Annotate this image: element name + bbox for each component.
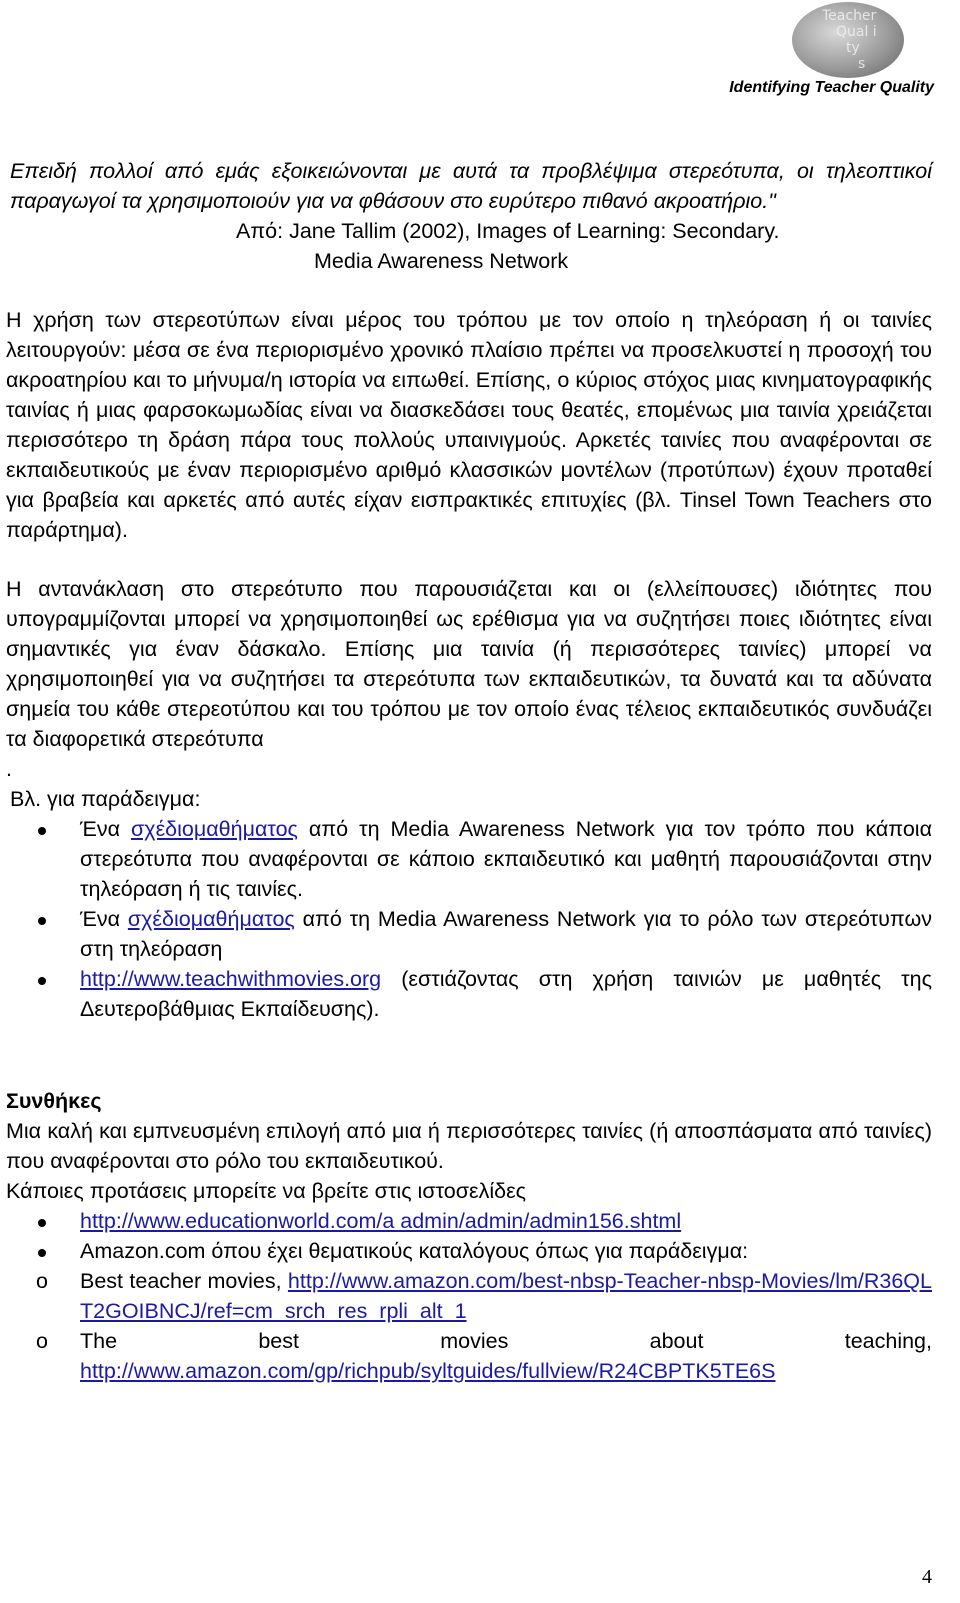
circle-bullet-icon: o	[36, 1269, 48, 1293]
list-item: Amazon.com όπου έχει θεματικούς καταλόγους όπως για παράδειγμα:	[6, 1236, 932, 1266]
list-item: Ένα σχέδιομαθήματος από τη Media Awareness Network για το ρόλο των στερεότυπων στη τηλεόραση	[6, 904, 932, 964]
logo-text: Qual i	[836, 24, 877, 40]
paragraph: Μια καλή και εμπνευσμένη επιλογή από μια ή περισσότερες ταινίες (ή αποσπάσματα από ταινίες) που αναφέρονται στο ρόλο του εκπαιδευτικού.	[6, 1119, 932, 1173]
document-body	[6, 156, 932, 1386]
bullet-icon	[38, 977, 46, 985]
list-label: The best movies about teaching,	[80, 1329, 932, 1353]
logo-text: Teacher	[822, 8, 877, 24]
amazon-link[interactable]: http://www.amazon.com/best-nbsp-Teacher-nbsp-Movies/lm/R36QLT2GOIBNCJ/ref=cm_srch_res_rpli_alt_1	[80, 1269, 932, 1323]
circle-bullet-icon: o	[36, 1329, 48, 1353]
bullet-icon	[38, 827, 46, 835]
list-item: http://www.teachwithmovies.org (εστιάζοντας στη χρήση ταινιών με μαθητές της Δευτεροβάθμιας Εκπαίδευσης).	[6, 964, 932, 1024]
see-example-label: Βλ. για παράδειγμα:	[10, 787, 201, 811]
logo-text: ty	[846, 40, 860, 56]
list-item	[6, 1206, 932, 1236]
page-number: 4	[922, 1566, 932, 1588]
logo-text: s	[858, 56, 866, 72]
resource-list	[6, 1206, 932, 1386]
example-list	[6, 814, 932, 1024]
bullet-icon	[38, 1219, 46, 1227]
section-heading: Συνθήκες	[6, 1089, 102, 1113]
quote-source: Από: Jane Tallim (2002), Images of Learning: Secondary.	[236, 219, 780, 243]
sub-list-item: o Best teacher movies, http://www.amazon.com/best-nbsp-Teacher-nbsp-Movies/lm/R36QLT2GOIBNCJ/ref=cm_srch_res_rpli_alt_1	[6, 1266, 932, 1326]
stray-dot: .	[6, 757, 12, 781]
list-item: Ένα σχέδιομαθήματος από τη Media Awareness Network για τον τρόπο που κάποια στερεότυπα που αναφέρονται σε κάποιο εκπαιδευτικό και μαθητή παρουσιάζονται στην τηλεόραση ή τις ταινίες.	[6, 814, 932, 904]
bullet-icon	[38, 917, 46, 925]
bullet-icon	[38, 1249, 46, 1257]
running-header: Identifying Teacher Quality	[729, 79, 934, 96]
quote-text: Επειδή πολλοί από εμάς εξοικειώνονται με αυτά τα προβλέψιμα στερεότυπα, οι τηλεοπτικοί παραγωγοί τα χρησιμοποιούν για να φθάσουν στο ευρύτερο πιθανό ακροατήριο."	[10, 159, 932, 213]
paragraph: Η αντανάκλαση στο στερεότυπο που παρουσιάζεται και οι (ελλείπουσες) ιδιότητες που υπογραμμίζονται μπορεί να χρησιμοποιηθεί ως ερέθισμα για να συζητήσει ποιες ιδιότητες είναι σημαντικές για έναν δάσκαλο. Επίσης μια ταινία (ή περισσότερες ταινίες) μπορεί να χρησιμοποιηθεί για να συζητήσει τα στερεότυπα των εκπαιδευτικών, τα δυνατά και τα αδύνατα σημεία του κάθε στερεοτύπου και του τρόπου με τον οποίο ένας τέλειος εκπαιδευτικός συνδυάζει τα διαφορετικά στερεότυπα	[6, 577, 932, 751]
lesson-plan-link[interactable]: σχέδιομαθήματος	[127, 907, 295, 931]
educationworld-link[interactable]: http://www.educationworld.com/a admin/admin/admin156.shtml	[80, 1209, 682, 1233]
amazon-link[interactable]: http://www.amazon.com/gp/richpub/syltguides/fullview/R24CBPTK5TE6S	[80, 1359, 776, 1383]
quote-source-org: Media Awareness Network	[314, 249, 569, 273]
paragraph: Κάποιες προτάσεις μπορείτε να βρείτε στις ιστοσελίδες	[6, 1179, 527, 1203]
lesson-plan-link[interactable]: σχέδιομαθήματος	[131, 817, 298, 841]
sub-list-item	[6, 1326, 932, 1386]
paragraph: Η χρήση των στερεοτύπων είναι μέρος του τρόπου με τον οποίο η τηλεόραση ή οι ταινίες λειτουργούν: μέσα σε ένα περιορισμένο χρονικό πλαίσιο πρέπει να προσελκυστεί η προσοχή του ακροατηρίου και το μήνυμα/η ιστορία να ειπωθεί. Επίσης, ο κύριος στόχος μιας κινηματογραφικής ταινίας ή μιας φαρσοκωμωδίας είναι να διασκεδάσει τους θεατές, επομένως μια ταινία χρειάζεται περισσότερο τη δράση πάρα τους πολλούς υπαινιγμούς. Αρκετές ταινίες που αναφέρονται σε εκπαιδευτικούς με έναν περιορισμένο αριθμό κλασσικών μοντέλων (προτύπων) έχουν προταθεί για βραβεία και αρκετές από αυτές είχαν εισπρακτικές επιτυχίες (βλ. Tinsel Town Teachers στο παράρτημα).	[6, 308, 932, 542]
teachwithmovies-link[interactable]: http://www.teachwithmovies.org	[80, 967, 382, 991]
teacher-quality-logo	[792, 2, 904, 78]
